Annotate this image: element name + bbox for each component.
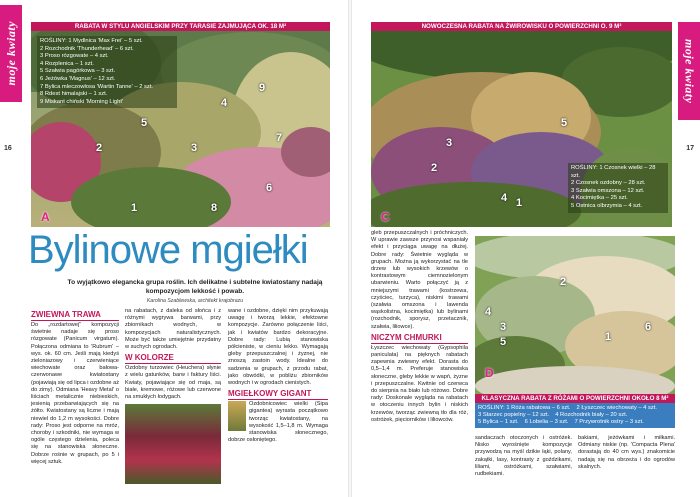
legend-a-item: ROŚLINY: 1 Mydlnica 'Max Frei' – 5 szt. xyxy=(40,38,143,44)
section-heading-mgielkowy-gigant: MGIEŁKOWY GIGANT xyxy=(228,389,328,400)
photo-a-caption: RABATA W STYLU ANGIELSKIM PRZY TARASIE ZAJMUJĄCA OK. 18 M² xyxy=(31,22,330,31)
legend-d-item: 2 Łyszczec wiechowaty – 4 szt. xyxy=(576,405,658,411)
garden-photo-c xyxy=(371,22,672,227)
plant-number: 8 xyxy=(211,202,218,214)
left-side-tab xyxy=(0,5,22,102)
plant-number: 1 xyxy=(131,202,138,214)
right-tab-label: moje kwiaty xyxy=(682,38,697,104)
plant-number: 2 xyxy=(431,162,438,174)
article-lead: To wyjątkowo elegancka grupa roślin. Ich delikatne i subtelne kwiatostany nadają kompozycjom lekkość i powab. xyxy=(67,279,323,295)
left-column-2 xyxy=(125,308,221,494)
legend-c-item: 3 Szałwia omszona – 12 szt. xyxy=(571,187,645,194)
plant-number: 3 xyxy=(446,137,453,149)
legend-c-item: ROŚLINY: 1 Czosnek wielki – 28 szt. xyxy=(571,165,656,179)
plant-legend-a xyxy=(37,36,177,108)
legend-d-item: 5 Bylica – 1 szt. xyxy=(478,419,519,425)
legend-a-item: 9 Miskant chiński 'Morning Light' xyxy=(40,98,124,105)
legend-d-item: 6 Lobelia – 3 szt. xyxy=(524,419,569,425)
plant-number: 4 xyxy=(221,97,228,109)
right-column-3 xyxy=(578,435,675,495)
plant-number: 3 xyxy=(500,321,507,333)
article-author: Karolina Szablewska, architekt krajobrazu xyxy=(146,298,244,304)
plant-number: 9 xyxy=(259,82,266,94)
legend-d-item: ROŚLINY: 1 Róża rabatowa – 6 szt. xyxy=(478,405,571,411)
legend-a-item: 3 Proso rózgowate – 4 szt. xyxy=(40,53,109,60)
section-text-mgielkowy-gigant: Ozdobnicowiec wielki (Sipa gigantea) wyrasta początkowo tworząc kwiatostany, na wysokość 1,5–1,8 m. Wymaga stanowiska słonecznego, dobrze osłoniętego. xyxy=(228,401,328,444)
plant-number: 5 xyxy=(500,336,507,348)
photo-d-caption: KLASYCZNA RABATA Z RÓŻAMI O POWIERZCHNI OKOŁO 8 M² xyxy=(475,394,675,403)
right-page-number: 17 xyxy=(686,145,694,152)
legend-c-item: 4 Kocimiętka – 25 szt. xyxy=(571,195,628,202)
photo-letter-c: C xyxy=(381,210,390,224)
photo-letter-d: D xyxy=(485,366,494,380)
legend-a-item: 8 Rdest himalajski – 1 szt. xyxy=(40,91,108,98)
section-text-niczym-chmurki: Łyszczec wiechowaty (Gypsophila paniculata) na pięknych rabatach zapewnia zwiewny efekt. Dorasta do 0,5–1,4 m. Preferuje stanowiska słoneczne, gleby lekkie w wapń, żyzne i przepuszczalne. Kwitnie od czerwca do sierpnia na biało lub różowo. Dobre rady: Doskonale wygląda na rabatach w otoczeniu innych bylin i niskich krzewów, tworząc zwiewną tło dla róż, ostróżek, pięciorników i liliowców. xyxy=(371,344,468,423)
left-tab-label: moje kwiaty xyxy=(3,21,18,86)
right-column-1 xyxy=(371,230,468,494)
section-heading-w-kolorze: W KOLORZE xyxy=(125,353,221,364)
plant-number: 5 xyxy=(141,117,148,129)
legend-a-item: 4 Rozplenica – 1 szt. xyxy=(40,60,94,67)
plant-number: 7 xyxy=(276,132,283,144)
right-column-3-text: bakiami, jeżówkami i miłkami. Odmiany niskie (np. 'Compacta Plena' dorastają do 40 cm wys.) znakomicie nadają się na obrzeża i do ogrodów skalnych. xyxy=(578,435,675,470)
left-column-1 xyxy=(31,308,119,494)
right-column-2-text: sandaczach otoczonych i ostróżek. Nisko wyrośnięte kompozycje przywodzą na myśl dzikie łąki, polany, zakątki, lasy, kontrasty z goździkami, liliami, ostróżkami, szałwiami, rudbekiami. xyxy=(475,435,572,478)
plant-number: 1 xyxy=(605,331,612,343)
left-page-number: 16 xyxy=(4,145,12,152)
legend-a-item: 2 Rozchodnik 'Thunderhead' – 6 szt. xyxy=(40,45,134,52)
article-title: Bylinowe mgiełki xyxy=(28,228,308,272)
column-2-text: na rabatach, z daleka od słońca i z różnymi wygrywa barwami, przy zbiornikach wodnych, w kompozycjach naturalistycznych. Może być także umiejętnie przydatny w suchych ogrodach. xyxy=(125,308,221,351)
section-heading-niczym-chmurki: NICZYM CHMURKI xyxy=(371,333,468,344)
legend-d-item: 3 Starzec popielny – 12 szt. xyxy=(478,412,550,418)
plant-number: 3 xyxy=(191,142,198,154)
page-spine xyxy=(348,0,352,497)
plant-number: 4 xyxy=(485,306,492,318)
stipa-photo xyxy=(228,401,246,431)
legend-c-item: 2 Czosnek ozdobny – 28 szt. xyxy=(571,180,646,187)
section-text-zwiewna-trawa: Do „rozdartowej” kompozycji świetnie nadaje się proso rózgowate (Panicum virgatum). Połączona odmiana to 'Rubrum' – wys. ok. 60 cm. Jeśli mają kiedyś zieloniazowy i czerwieniące wiechowate oraz bałowa-czerwonawe kwiatostany (pojawiają się od lipca i ozdobne aż do zimy). Odmiana 'Heavy Metal' o liściach metalicznie niebieskich, jesienią przebarwiających się na żółto. Kwiatostany są liczne i mają niewiel do 1,2 m wysokości. Dobre rady: Proso jest odporne na mróz, choroby i szkodniki, nie wymaga w ogóle częstego dzielenia, poleca się na stanowiska słoneczne. Dobrze rośnie w grupach, po 5 i więcej sztuk. xyxy=(31,322,119,465)
heuchera-photo xyxy=(125,404,221,484)
right-side-tab xyxy=(678,22,700,120)
right-column-2 xyxy=(475,435,572,495)
section-heading-zwiewna-trawa: ZWIEWNA TRAWA xyxy=(31,310,119,321)
legend-d-item: 4 Rozchodnik biały – 20 szt. xyxy=(555,412,628,418)
left-column-3 xyxy=(228,308,328,494)
legend-a-item: 7 Bylica mleczowłosa 'Wartin Tanne' – 2 szt. xyxy=(40,83,154,90)
right-column-1-text: gleb przepuszczalnych i próchniczych. W uprawie zawsze przynosi wspaniały efekt i przyciąga uwagę na dłużej. Dobre rady: Świetnie wygląda w grupach. Można ją wykorzystać na tle drzew lub wysokich krzewów o kontrastowym ciemnozielonym ubarwieniu. Warto połączyć ją z mniejszymi trawami (kostrzewa, czyściec, turzyca), niskimi trawami (szałwia omszona i lawenda wąskolistna, kocimiętka) lub bylinami (rozchodnik, sporysz, przetacznik, szałwia, liliowce). xyxy=(371,230,468,330)
plant-number: 4 xyxy=(501,192,508,204)
legend-d-item: 7 Przywrotnik ostry – 3 szt. xyxy=(574,419,644,425)
garden-photo-d xyxy=(475,236,675,394)
column-3-text: wane i ozdobne, dzięki nim przykuwają uwagę i tworzą lekkie, efektowne kompozycje. Zarówno połączenie liści, jak i kwiatów bardzo dekoracyjne. Dobre rady: Lubią stanowiska półcieniste, w cieniu lekko. Wymagają gleby przepuszczalnej i żyznej, nie znoszą zastoin wody. Idealne do sadzenia w grupach, z przodu rabat, jako obwódki, w pobliżu zbiorników wodnych i w ogrodach cienistych. xyxy=(228,308,328,387)
plant-legend-d xyxy=(475,403,675,428)
garden-photo-a xyxy=(31,22,330,227)
legend-a-item: 5 Szałwia pagórkowa – 3 szt. xyxy=(40,68,116,75)
plant-number: 6 xyxy=(645,321,652,333)
plant-number: 6 xyxy=(266,182,273,194)
legend-c-item: 5 Ostnica olbrzymia – 4 szt. xyxy=(571,202,643,209)
plant-number: 1 xyxy=(516,197,523,209)
plant-number: 5 xyxy=(561,117,568,129)
legend-a-item: 6 Jeżówka 'Magnus' – 12 szt. xyxy=(40,75,116,82)
section-text-w-kolorze: Ozdobny turzowiec (Heuchera) słynie z wielu gatunków, barw i faktury liści. Kwiaty, pojawiające się od maja, są białe, kremowe, różowe lub czerwone na smukłych łodygach. xyxy=(125,365,221,401)
photo-letter-a: A xyxy=(41,210,50,224)
garden-photo-d-image xyxy=(475,236,675,394)
photo-c-caption: NOWOCZESNA RABATA NA ŻWIROWISKU O POWIERZCHNI O. 9 M² xyxy=(371,22,672,31)
plant-number: 2 xyxy=(560,276,567,288)
plant-legend-c xyxy=(568,163,668,213)
plant-number: 2 xyxy=(96,142,103,154)
